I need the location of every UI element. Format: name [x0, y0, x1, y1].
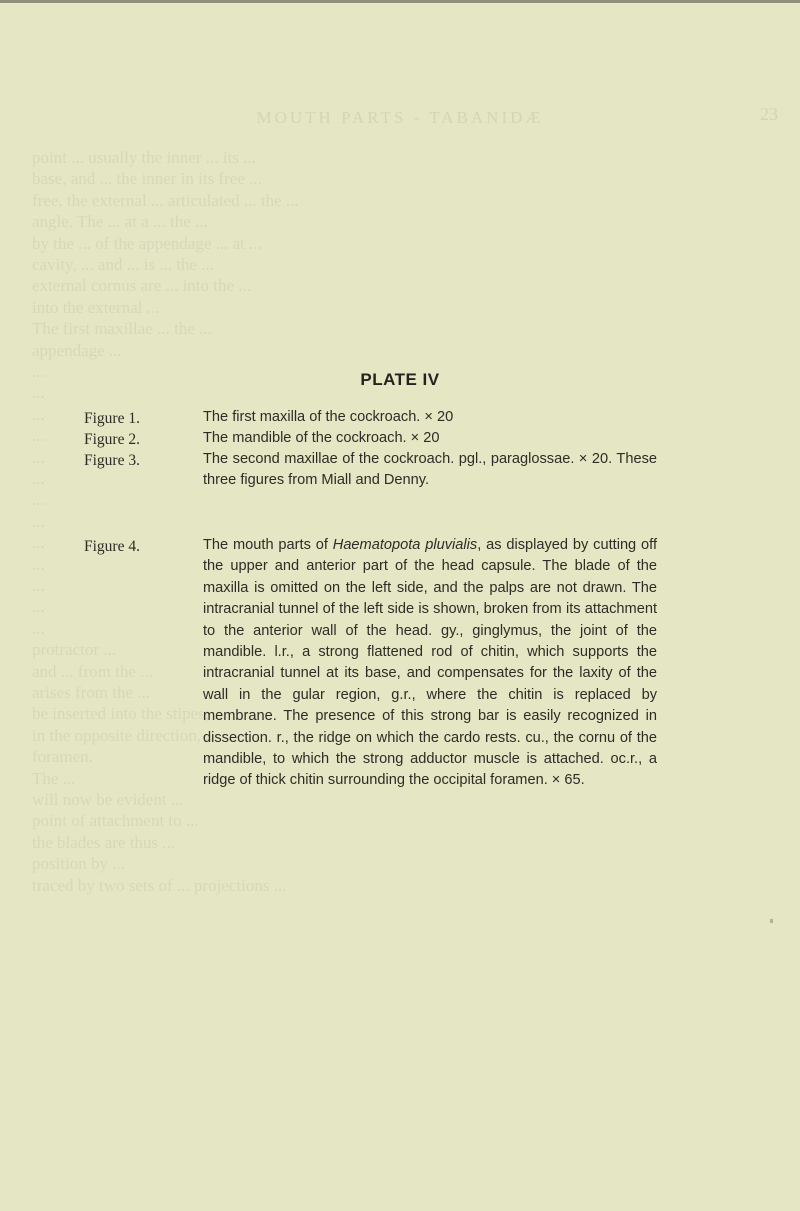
- figure-3-label: Figure 3.: [84, 452, 140, 469]
- show-through-line: free, the external ... articulated ... the ...: [32, 190, 299, 210]
- figure-3-caption: The second maxillae of the cockroach. pgl., paraglossae. × 20. These three figures from Miall and Denny.: [203, 451, 657, 489]
- show-through-line: in the opposite direction, ...: [32, 725, 219, 745]
- show-through-line: The ...: [32, 768, 76, 788]
- figure-4-label: Figure 4.: [84, 538, 140, 555]
- show-through-line: by the ... of the appendage ... at ...: [32, 233, 262, 253]
- figure-1-caption: The first maxilla of the cockroach. × 20: [203, 409, 454, 425]
- show-through-line: traced by two sets of ... projections ...: [32, 875, 287, 895]
- page-speck: [770, 919, 773, 923]
- show-through-line: be inserted into the stipes; ...: [32, 704, 227, 724]
- show-through-heading: MOUTH PARTS - TABANIDÆ: [256, 108, 544, 127]
- show-through-line: ...: [32, 576, 45, 595]
- plate-title: PLATE IV: [360, 370, 440, 389]
- show-through-line: cavity, ... and ... is ... the ...: [32, 255, 215, 274]
- show-through-line: ...: [32, 511, 45, 531]
- figure-4-text-rest: , as displayed by cutting off the upper and anterior part of the head capsule. The blade of the maxilla is omitted on the left side, and the palps are not drawn. The intracranial tunnel of the left side is shown, broken from its attachment to the anterior wall of the head. gy., ginglymus, the joint of the mandible. l.r., a strong flattened rod of chitin, which supports the intracranial tunnel at its base, and compensates for the laxity of the wall in the gular region, g.r., where the chitin is replaced by membrane. The presence of this strong bar is easily recognized in dissection. r., the ridge on which the cardo rests. cu., the cornu of the mandible, to which the strong adductor muscle is attached. oc.r., a ridge of thick chitin surrounding the occipital foramen. × 65.: [203, 537, 657, 789]
- show-through-line: point of attachment to ...: [32, 811, 199, 831]
- show-through-line: protractor ...: [32, 640, 117, 660]
- show-through-line: the blades are thus ...: [32, 832, 176, 852]
- show-through-line: ...: [32, 469, 45, 488]
- show-through-line: point ... usually the inner ... its ...: [32, 148, 256, 167]
- show-through-line: arises from the ...: [32, 683, 151, 702]
- figure-4-caption: [203, 535, 657, 792]
- show-through-line: external cornus are ... into the ...: [32, 276, 252, 296]
- show-through-line: angle. The ... at a ... the ...: [32, 212, 208, 232]
- show-through-line: ...: [32, 362, 45, 381]
- show-through-line: ...: [32, 447, 45, 467]
- show-through-line: and ... from the ...: [32, 661, 153, 681]
- show-through-line: ...: [32, 490, 45, 510]
- show-through-line: into the external ...: [32, 297, 160, 317]
- figure-4-text-start: The mouth parts of: [203, 537, 333, 553]
- show-through-page-number: 23: [760, 104, 778, 124]
- show-through-line: ...: [32, 554, 45, 574]
- show-through-line: ...: [32, 383, 45, 403]
- show-through-line: appendage ...: [32, 340, 122, 360]
- show-through-line: The first maxillae ... the ...: [32, 319, 212, 339]
- show-through-line: ...: [32, 426, 45, 446]
- show-through-line: foramen.: [32, 747, 93, 767]
- show-through-line: ...: [32, 533, 45, 553]
- species-name: Haematopota pluvialis: [332, 537, 478, 553]
- figure-1-label: Figure 1.: [84, 410, 140, 427]
- show-through-line: ...: [32, 597, 45, 617]
- show-through-line: ...: [32, 404, 45, 424]
- figure-2-label: Figure 2.: [84, 431, 140, 448]
- show-through-line: position by ...: [32, 854, 126, 874]
- figure-2-caption: The mandible of the cockroach. × 20: [203, 430, 440, 446]
- show-through-line: will now be evident ...: [32, 790, 184, 809]
- show-through-line: base, and ... the inner in its free ...: [32, 169, 262, 189]
- show-through-line: ...: [32, 618, 45, 638]
